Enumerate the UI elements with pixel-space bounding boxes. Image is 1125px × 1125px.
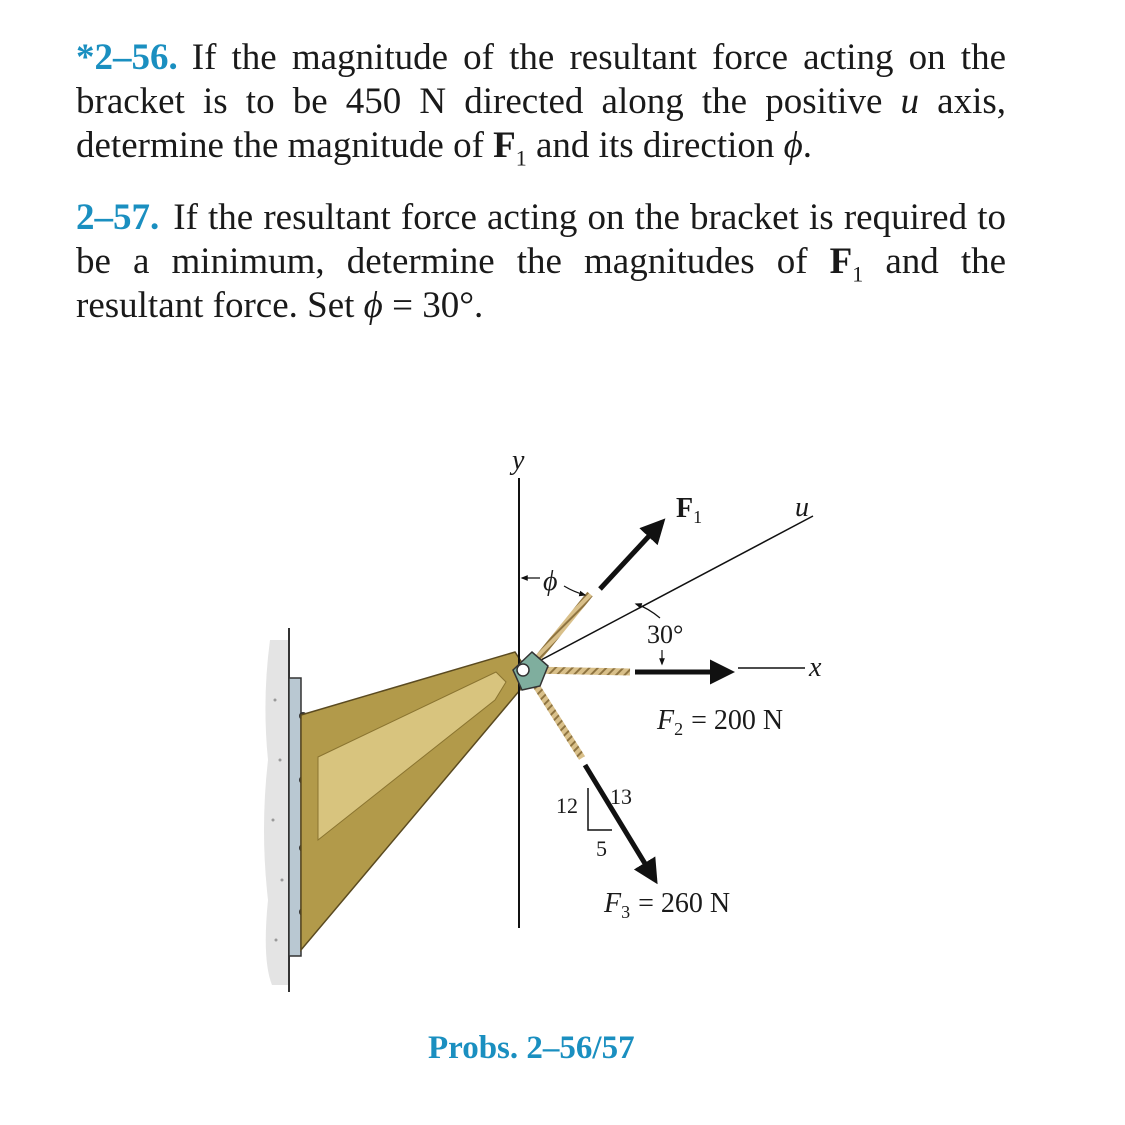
bracket [301,652,528,950]
f2-label: $F_2 = 200$ N [657,705,784,739]
phi-symbol: ϕ [363,285,383,326]
phi-dimension-right [564,586,585,595]
problem-number: 2–57. [76,197,160,238]
subscript: 1 [852,261,864,287]
f1-arrow [600,522,662,589]
problem-text: and its direction [536,125,775,166]
cable-f1 [530,594,590,668]
problem-text: = 30°. [392,285,484,326]
wall [264,628,290,992]
phi-symbol: ϕ [783,125,803,166]
f3-arrow [585,765,655,880]
f1-symbol: F [493,125,516,166]
problem-text: . [802,125,813,166]
u-symbol: u [900,81,920,122]
u-axis-label: u [795,492,809,523]
y-axis-label: y [512,445,525,476]
figure-caption: Probs. 2–56/57 [428,1030,635,1066]
slope-5-label: 5 [596,836,607,861]
angle-30-label: 30° [647,620,684,649]
f1-label: $F_1$ [676,493,703,527]
slope-13-label: 13 [610,784,632,809]
f1-symbol: F [829,241,853,282]
problem-number: *2–56. [76,37,178,78]
x-axis-label: x [809,652,822,683]
cable-f3 [530,676,582,758]
slope-12-label: 12 [556,793,578,818]
f3-label: $F_3 = 260$ N [604,888,731,922]
phi-label: ϕ [543,566,558,597]
subscript: 1 [515,145,527,171]
mounting-plate [289,678,301,956]
angle-arc-upper [636,604,660,618]
problem-text: and the resultant force. Set [76,241,1007,326]
problem-text: axis, determine the magnitude of [76,81,1007,166]
problem-text: If the resultant force acting on the bracket is required to be a minimum, determine the magnitudes of [76,197,1006,282]
problem-text: If the magnitude of the resultant force acting on the bracket is to be 450 N directed along the positive [76,37,1006,122]
